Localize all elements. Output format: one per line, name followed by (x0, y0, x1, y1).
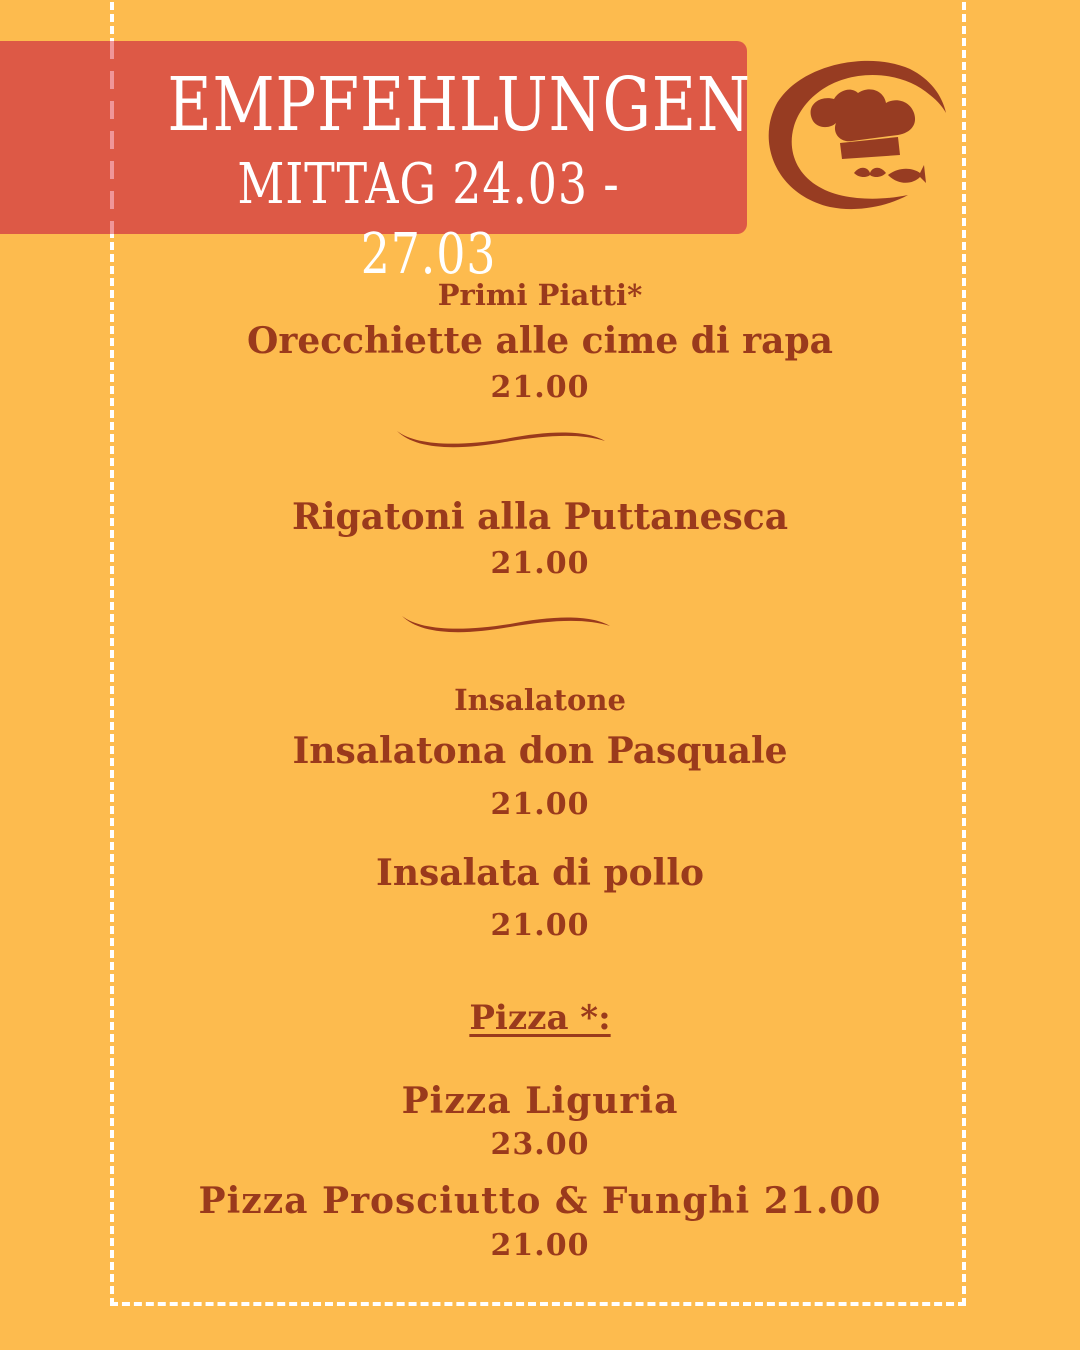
page-title: EMPFEHLUNGEN (167, 62, 751, 148)
dish-name: Rigatoni alla Puttanesca (291, 496, 789, 538)
dish-name: Insalata di pollo (375, 852, 705, 894)
dish-name: Pizza Liguria (401, 1080, 679, 1122)
dish-price: 23.00 (490, 1127, 590, 1162)
dish-price: 21.00 (490, 787, 590, 822)
frame-line-overlay (110, 41, 114, 234)
dish-name: Pizza Prosciutto & Funghi 21.00 (198, 1180, 882, 1222)
divider-swash-icon (395, 425, 607, 453)
page-subtitle: MITTAG 24.03 - 27.03 (237, 152, 620, 287)
dish-price: 21.00 (490, 546, 590, 581)
dish-price: 21.00 (490, 1228, 590, 1263)
section-heading-pizza: Pizza *: (469, 998, 611, 1038)
dish-name: Insalatona don Pasquale (292, 730, 788, 772)
chef-hat-mustache-logo-icon (760, 55, 950, 215)
dish-name: Orecchiette alle cime di rapa (247, 320, 833, 362)
dish-price: 21.00 (490, 370, 590, 405)
section-heading-primi: Primi Piatti* (437, 278, 643, 312)
section-heading-insalatone: Insalatone (454, 683, 626, 717)
divider-swash-icon (400, 610, 612, 638)
dish-price: 21.00 (490, 908, 590, 943)
